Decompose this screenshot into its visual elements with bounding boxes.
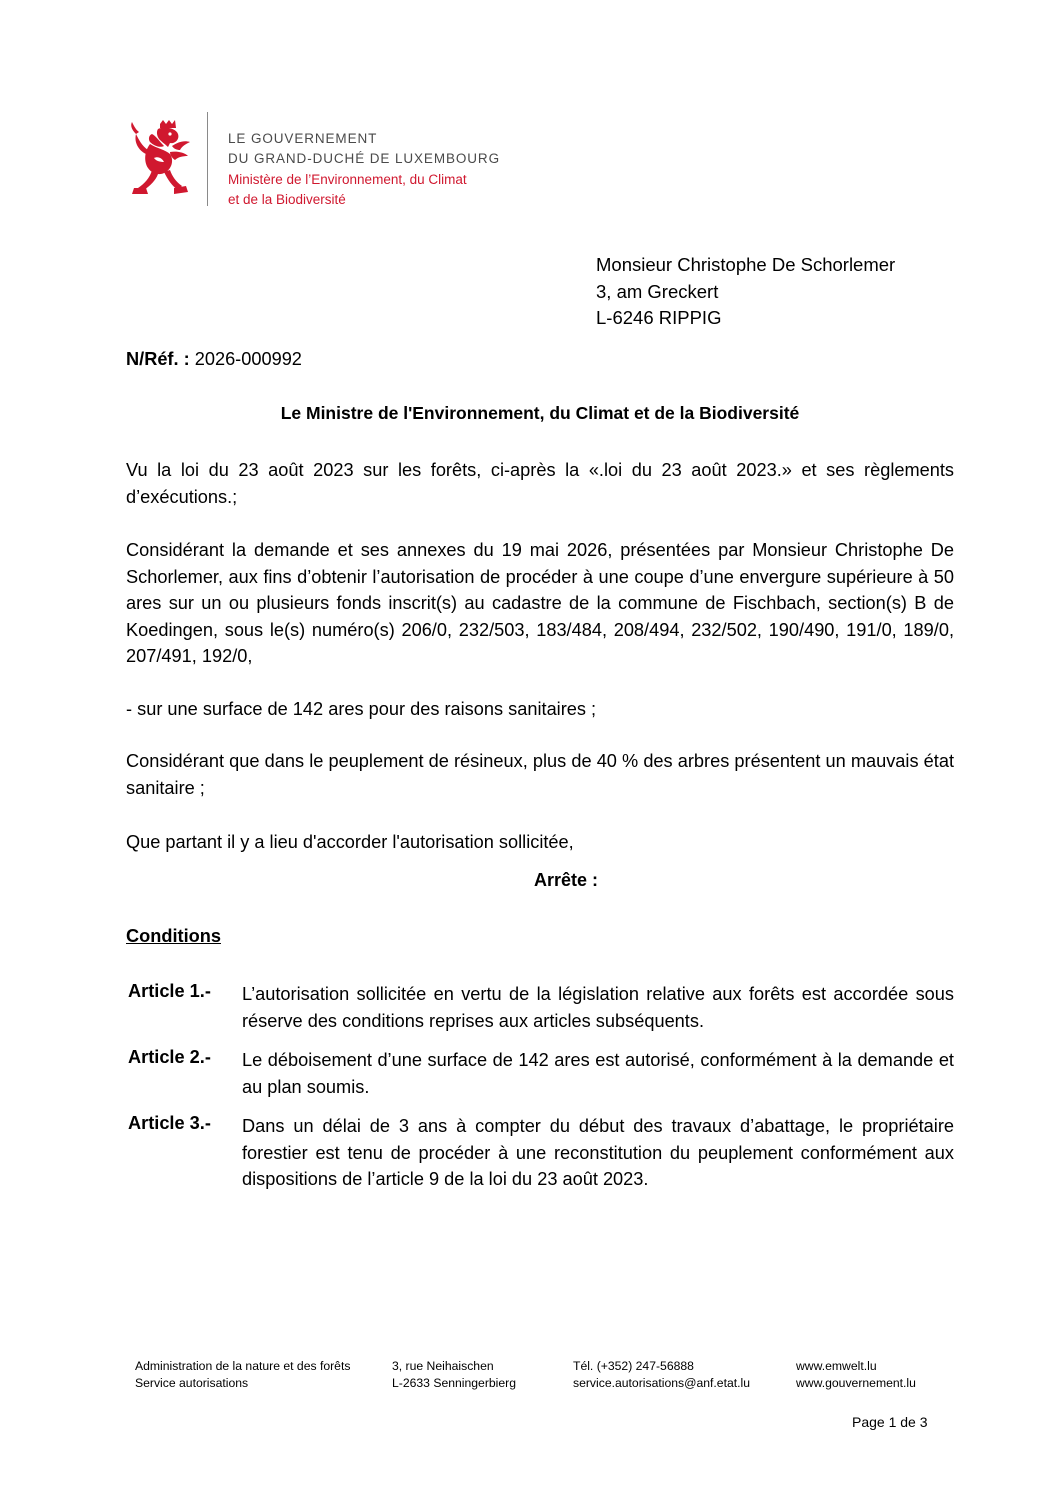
red-lion-icon — [130, 120, 194, 198]
article-label: Article 3.- — [128, 1113, 211, 1133]
arrete-heading: Arrête : — [533, 870, 599, 890]
article-text: Le déboisement d’une surface de 142 ares est autorisé, conformément à la demande et au plan soumis. — [242, 1050, 954, 1097]
paragraph-que-partant: Que partant il y a lieu d'accorder l'autorisation sollicitée, — [126, 832, 574, 852]
footer-service-name: Service autorisations — [135, 1376, 249, 1390]
article-label: Article 2.- — [128, 1047, 211, 1067]
article-text: L’autorisation sollicitée en vertu de la législation relative aux forêts est accordée sous réserve des conditions reprises aux articles subséquents. — [242, 984, 954, 1031]
gov-line-1: LE GOUVERNEMENT — [228, 131, 378, 146]
reference — [126, 346, 302, 373]
paragraph-considerant-demande: Considérant la demande et ses annexes du 19 mai 2026, présentées par Monsieur Christophe De Schorlemer, aux fins d’obtenir l’autorisation de procéder à une coupe d’une envergure supérieure à 50 ares sur un ou plusieurs fonds inscrit(s) au cadastre de la commune de Fischbach, section(s) B de Koedingen, sous le(s) numéro(s) 206/0, 232/503, 183/484, 208/494, 232/502, 190/490, 191/0, 189/0, 207/491, 192/0, — [126, 540, 954, 666]
reference-value: 2026-000992 — [194, 349, 302, 369]
gov-line-2: DU GRAND-DUCHÉ DE LUXEMBOURG — [228, 151, 500, 166]
article-text: Dans un délai de 3 ans à compter du début des travaux d’abattage, le propriétaire forestier est tenu de procéder à une reconstitution du peuplement conformément aux dispositions de l’article 9 de la loi du 23 août 2023. — [242, 1116, 954, 1189]
paragraph-surface: - sur une surface de 142 ares pour des raisons sanitaires ; — [126, 699, 597, 719]
footer-website-emwelt: www.emwelt.lu — [796, 1359, 877, 1373]
footer-street: 3, rue Neihaischen — [392, 1359, 494, 1373]
recipient-street: 3, am Greckert — [596, 281, 719, 302]
footer-city: L-2633 Senningerbierg — [392, 1376, 516, 1390]
paragraph-considerant-peuplement: Considérant que dans le peuplement de résineux, plus de 40 % des arbres présentent un mauvais état sanitaire ; — [126, 751, 954, 798]
paragraph-vu-la-loi: Vu la loi du 23 août 2023 sur les forêts, ci-après la «.loi du 23 août 2023.» et ses règlements d’exécutions.; — [126, 460, 954, 507]
ministry-line-2: et de la Biodiversité — [228, 192, 346, 207]
article-label: Article 1.- — [128, 981, 211, 1001]
recipient-city: L-6246 RIPPIG — [596, 307, 722, 328]
footer-administration — [135, 1358, 350, 1392]
footer-email: service.autorisations@anf.etat.lu — [573, 1376, 750, 1390]
footer-phone: Tél. (+352) 247-56888 — [573, 1359, 694, 1373]
recipient-name: Monsieur Christophe De Schorlemer — [596, 254, 896, 275]
page-number: Page 1 de 3 — [852, 1414, 928, 1430]
footer-contact — [573, 1358, 750, 1392]
footer-websites — [796, 1358, 916, 1392]
footer-address — [392, 1358, 516, 1392]
logo-divider — [207, 112, 208, 206]
reference-label: N/Réf. : — [126, 349, 190, 369]
conditions-heading: Conditions — [126, 926, 221, 946]
footer-org-name: Administration de la nature et des forêts — [135, 1359, 351, 1373]
document-title: Le Ministre de l'Environnement, du Climat et de la Biodiversité — [280, 403, 800, 423]
ministry-line-1: Ministère de l’Environnement, du Climat — [228, 172, 467, 187]
footer-website-gouvernement: www.gouvernement.lu — [796, 1376, 916, 1390]
